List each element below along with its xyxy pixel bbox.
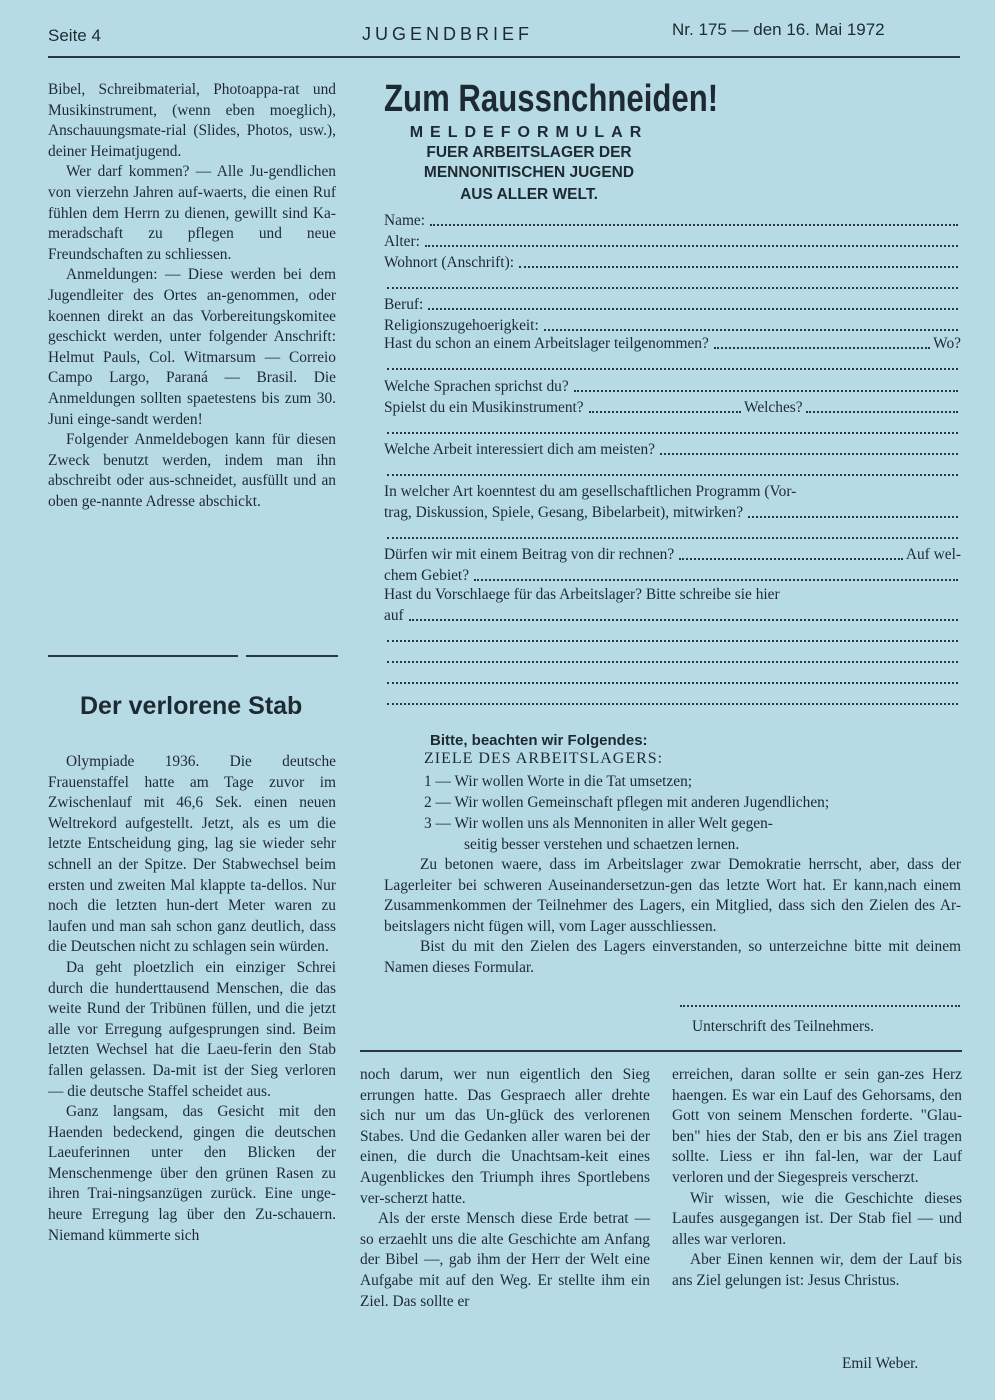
intro-paragraph: Folgender Anmeldebogen kann für diesen Zweck benutzt werden, indem man ihn abschreibt oder aus-schneidet, ausfüllt und an oben ge-nannte Adresse abschickt. — [48, 431, 336, 510]
goal-item: 2 — Wir wollen Gemeinschaft pflegen mit anderen Jugendlichen; — [424, 794, 830, 811]
issue-date: Nr. 175 — den 16. Mai 1972 — [672, 20, 885, 39]
form-title: Zum Raussnchneiden! — [384, 78, 719, 120]
intro-column — [48, 80, 336, 512]
form-hint: Bitte, beachten wir Folgendes: — [430, 732, 648, 749]
field-label: Spielst du ein Musikinstrument? — [384, 399, 584, 416]
form-field-profession[interactable] — [384, 294, 961, 315]
form-field-line[interactable] — [384, 460, 961, 481]
form-field-program — [384, 481, 961, 502]
signature-line[interactable] — [680, 1005, 960, 1007]
form-subtitle: MENNONITISCHEN JUGEND — [423, 164, 635, 181]
field-label: Welche Sprachen sprichst du? — [384, 378, 569, 395]
section-rule — [48, 655, 338, 657]
field-label: Hast du Vorschlaege für das Arbeitslager? Bitte schreibe sie hier — [384, 586, 780, 603]
field-label: In welcher Art koenntest du am gesellschaftlichen Programm (Vor- — [384, 483, 797, 500]
form-field-suggestions — [384, 584, 961, 605]
story-title: Der verlorene Stab — [80, 692, 303, 720]
intro-paragraph: Anmeldungen: — Diese werden bei dem Jugendleiter des Ortes an-genommen, oder koennen direkt an das Vorbereitungskomitee geschickt werden, unter folgender Anschrift: Helmut Pauls, Col. Witmarsum — Correio Campo Largo, Paraná — Brasil. Die Anmeldungen sollten spaetestens bis zum 30. Juni einge-sandt werden! — [48, 266, 336, 428]
story-paragraph: noch darum, wer nun eigentlich den Sieg errungen hatte. Das Gespraech aller drehte sich nur um das Un-glück des verlorenen Stabes. Und die Gedanken aller waren bei der einen, die durch die Unachtsam-keit eines Augenblickes den Triumph ihres Sportlebens ver-scherzt hatte. — [360, 1066, 650, 1207]
story-paragraph: Wir wissen, wie die Geschichte dieses Laufes ausgegangen ist. Der Stab fiel — und alles war verloren. — [672, 1189, 962, 1248]
form-field-name[interactable] — [384, 210, 961, 231]
form-field-address-line[interactable] — [384, 273, 961, 294]
form-field-contribution[interactable] — [384, 544, 961, 565]
field-label: Wohnort (Anschrift): — [384, 254, 514, 271]
form-field-line[interactable] — [384, 626, 961, 647]
form-field-line[interactable] — [384, 689, 961, 710]
intro-paragraph: Wer darf kommen? — Alle Ju-gendlichen von vierzehn Jahren auf-waerts, die einen Ruf fühlen dem Herrn zu dienen, gewillt sind Ka-meradschaft zu pflegen und neue Freundschaften zu schliessen. — [48, 163, 336, 263]
form-field-previous-camp[interactable] — [384, 333, 961, 354]
story-paragraph: Ganz langsam, das Gesicht mit den Haenden bedeckend, gingen die deutschen Laeuferinnen unter den Blicken der Menschenmenge über den grünen Rasen zu ihren Trai-ningsanzügen zurück. Eine unge-heure Erregung lag über den Zu-schauern. Niemand kümmerte sich — [48, 1103, 336, 1244]
form-field-address[interactable] — [384, 252, 961, 273]
story-column-left — [48, 752, 336, 1246]
form-field-languages[interactable] — [384, 376, 961, 397]
form-subtitle: AUS ALLER WELT. — [460, 186, 598, 203]
story-column-right — [672, 1065, 962, 1292]
form-field-work-interest[interactable] — [384, 439, 961, 460]
note-paragraph: Bist du mit den Zielen des Lagers einverstanden, so unterzeichne bitte mit deinem Namen dieses Formular. — [384, 938, 961, 976]
note-paragraph: Zu betonen waere, dass im Arbeitslager zwar Demokratie herrscht, aber, dass der Lagerleiter bei schweren Auseinandersetzun-gen das letzte Wort hat. Er kann,nach einem Zusammenkommen der Teilnehmer des Lagers, ein Mitglied, dass sich den Zielen des Ar-beitslagers nicht fügen will, vom Lager ausschliessen. — [384, 856, 961, 935]
field-label: Auf wel- — [905, 546, 961, 563]
section-rule — [360, 1050, 962, 1052]
form-field-instrument[interactable] — [384, 397, 961, 418]
field-label: Dürfen wir mit einem Beitrag von dir rechnen? — [384, 546, 675, 563]
signature-label: Unterschrift des Teilnehmers. — [692, 1018, 874, 1035]
form-field-contribution-area[interactable] — [384, 565, 961, 586]
form-field-line[interactable] — [384, 523, 961, 544]
author-signature: Emil Weber. — [842, 1355, 919, 1372]
story-column-middle — [360, 1065, 650, 1312]
newsletter-title: JUGENDBRIEF — [362, 24, 534, 44]
form-field-line[interactable] — [384, 647, 961, 668]
form-field-line[interactable] — [384, 668, 961, 689]
form-field-suggestions-line[interactable] — [384, 605, 961, 626]
page-number: Seite 4 — [48, 26, 101, 45]
form-field-line[interactable] — [384, 418, 961, 439]
form-field-age[interactable] — [384, 231, 961, 252]
field-label: Alter: — [384, 233, 420, 250]
field-label: trag, Diskussion, Spiele, Gesang, Bibelarbeit), mitwirken? — [384, 504, 744, 521]
story-paragraph: Als der erste Mensch diese Erde betrat — so erzaehlt uns die alte Geschichte am Anfang der Bibel —, gab ihm der Herr der Welt eine Aufgabe mit auf den Weg. Er stellte ihm ein Ziel. Das sollte er — [360, 1210, 650, 1310]
form-note — [384, 855, 961, 979]
field-label: Welche Arbeit interessiert dich am meisten? — [384, 441, 655, 458]
field-label: Religionszugehoerigkeit: — [384, 317, 539, 334]
field-label: Name: — [384, 212, 426, 229]
goal-item: 3 — Wir wollen uns als Mennoniten in aller Welt gegen- — [424, 815, 773, 832]
form-field-program-line[interactable] — [384, 502, 961, 523]
story-paragraph: Da geht ploetzlich ein einziger Schrei durch die hunderttausend Menschen, die das weite Rund der Tribünen füllen, und die jetzt alle vor Erregung aufgesprungen sind. Beim letzten Wechsel hat die Laeu-ferin den Stab fallen gelassen. Da-mit ist der Sieg verloren — die deutsche Staffel scheidet aus. — [48, 958, 336, 1100]
field-label: Hast du schon an einem Arbeitslager teilgenommen? — [384, 335, 709, 352]
story-paragraph: Olympiade 1936. Die deutsche Frauenstaffel hatte am Tage zuvor im Zwischenlauf mit 46,6 Sek. einen neuen Weltrekord aufgestellt. Jetzt, als es um die letzte Entscheidung ging, lag sie wieder sehr schnell an der Spitze. Der Stabwechsel beim ersten und zweiten Mal klappte ta-dellos. Nur noch die letzten hun-dert Meter waren zu laufen und man sah schon ganz deutlich, dass die Deutschen nicht zu schlagen sein würden. — [48, 753, 336, 956]
form-field-line[interactable] — [384, 354, 961, 375]
goal-item: 1 — Wir wollen Worte in die Tat umsetzen; — [424, 773, 693, 790]
form-subtitle: FUER ARBEITSLAGER DER — [426, 144, 632, 161]
field-label: Wo? — [933, 335, 961, 352]
form-subtitle: MELDEFORMULAR — [409, 124, 649, 141]
field-label: Beruf: — [384, 296, 424, 313]
goals-title: ZIELE DES ARBEITSLAGERS: — [424, 750, 664, 767]
field-label: Welches? — [744, 399, 803, 416]
field-label: chem Gebiet? — [384, 567, 470, 584]
story-paragraph: erreichen, daran sollte er sein gan-zes Herz haengen. Es war ein Lauf des Gehorsams, den Gott von seinem Menschen forderte. "Glau-ben" hies der Stab, den er bis ans Ziel tragen sollte. Liess er ihn fal-len, war der Lauf verloren und der Siegespreis verscherzt. — [672, 1066, 962, 1186]
goal-item-continued: seitig besser verstehen und schaetzen lernen. — [464, 836, 740, 853]
field-label: auf — [384, 607, 404, 624]
intro-paragraph: Bibel, Schreibmaterial, Photoappa-rat und Musikinstrument, (wenn eben moeglich), Anschauungsmate-rial (Slides, Photos, usw.), deiner Heimatjugend. — [48, 81, 336, 160]
story-paragraph: Aber Einen kennen wir, dem der Lauf bis ans Ziel gelungen ist: Jesus Christus. — [672, 1251, 962, 1289]
header-rule — [48, 56, 960, 58]
